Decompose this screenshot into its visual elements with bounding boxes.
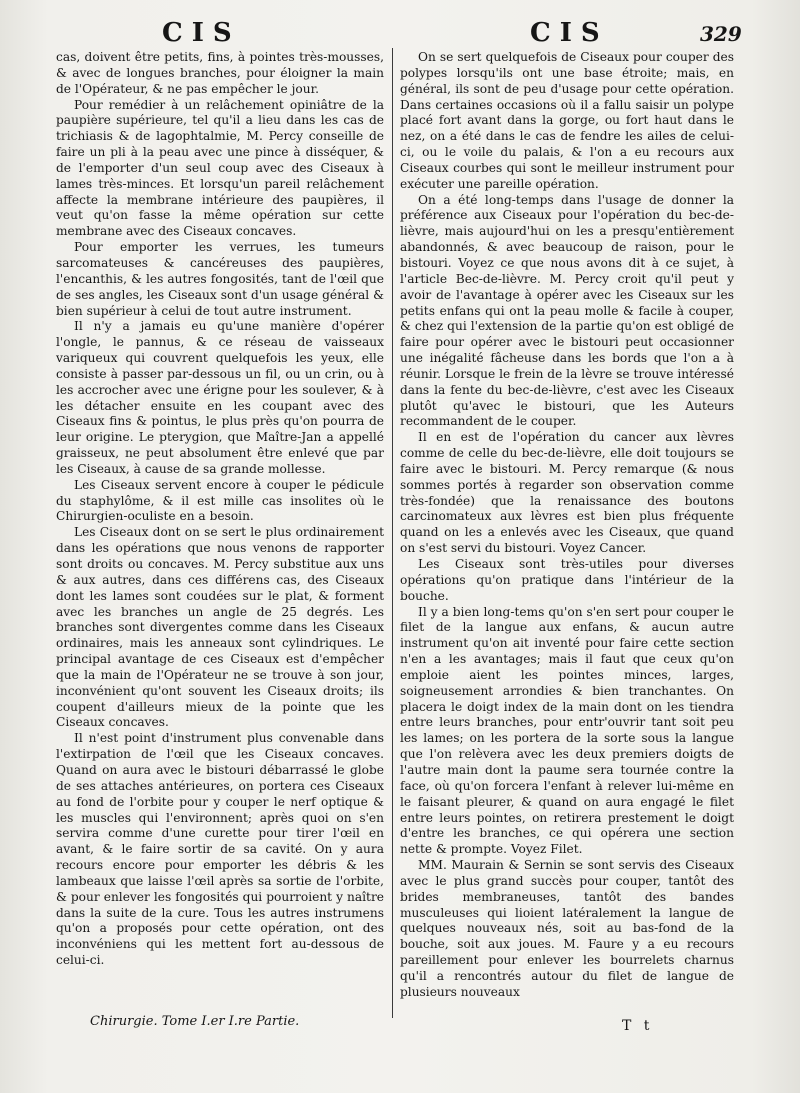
left-column xyxy=(56,50,384,969)
running-head xyxy=(0,18,800,48)
paragraph: Il y a bien long-tems qu'on s'en sert pour couper le filet de la langue aux enfans, & aucun autre instrument qu'on ait inventé pour faire cette section n'en a les avantages; mais il faut que ceux qu'on emploie aient les pointes minces, larges, soigneusement arrondies & bien tranchantes. On placera le doigt index de la main dont on les tiendra entre leurs branches, pour entr'ouvrir tant soit peu les lames; on les portera de la sorte sous la langue que l'on relèvera avec les deux premiers doigts de l'autre main dont la paume sera tournée contre la face, où qu'on forcera l'enfant à relever lui-même en le faisant pleurer, & quand on aura engagé le filet entre leurs pointes, on retirera prestement le doigt d'entre les branches, ce qui opérera une section nette & prompte. Voyez Filet. xyxy=(400,604,734,857)
page-number: 329 xyxy=(700,22,742,46)
catchword: T t xyxy=(622,1018,654,1034)
paragraph: Pour emporter les verrues, les tumeurs sarcomateuses & cancéreuses des paupières, l'encanthis, & les autres fongosités, tant de l'œil que de ses angles, les Ciseaux sont d'un usage général & bien supérieur à celui de tout autre instrument. xyxy=(56,240,384,318)
paragraph: Les Ciseaux servent encore à couper le pédicule du staphylôme, & il est mille cas insolites où le Chirurgien-oculiste en a besoin. xyxy=(56,477,384,524)
paragraph: Pour remédier à un relâchement opiniâtre de la paupière supérieure, tel qu'il a lieu dans les cas de trichiasis & de lagophtalmie, M. Percy conseille de faire un pli à la peau avec une pince à disséquer, & de l'emporter d'un seul coup avec des Ciseaux à lames très-minces. Et lorsqu'un pareil relâchement affecte la membrane intérieure des paupières, il veut qu'on fasse la même opération sur cette membrane avec des Ciseaux concaves. xyxy=(56,97,384,239)
right-column xyxy=(400,50,734,1001)
paragraph: On a été long-temps dans l'usage de donner la préférence aux Ciseaux pour l'opération du bec-de-lièvre, mais aujourd'hui on les a presqu'entièrement abandonnés, & avec beaucoup de raison, pour le bistouri. Voyez ce que nous avons dit à ce sujet, à l'article Bec-de-lièvre. M. Percy croit qu'il peut y avoir de l'avantage à opérer avec les Ciseaux sur les petits enfans qui ont la peau molle & facile à couper, & chez qui l'extension de la partie qu'on est obligé de faire pour opérer avec le bistouri peut occasionner une inégalité fâcheuse dans les bords que l'on a à réunir. Lorsque le frein de la lèvre se trouve intéressé dans la fente du bec-de-lièvre, c'est avec les Ciseaux plutôt qu'avec le bistouri, que les Auteurs recommandent de le couper. xyxy=(400,192,734,429)
column-divider xyxy=(392,48,393,1018)
header-left-title: CIS xyxy=(162,18,241,48)
paragraph: cas, doivent être petits, fins, à pointes très-mousses, & avec de longues branches, pour éloigner la main de l'Opérateur, & ne pas empêcher le jour. xyxy=(56,50,384,96)
paragraph: Il n'y a jamais eu qu'une manière d'opérer l'ongle, le pannus, & ce réseau de vaisseaux variqueux qui couvrent quelquefois les yeux, elle consiste à passer par-dessous un fil, ou un crin, ou à les accrocher avec une érigne pour les soulever, & à les détacher ensuite en les coupant avec des Ciseaux fins & pointus, le plus près qu'on pourra de leur origine. Le pterygion, que Maître-Jan a appellé graisseux, ne peut absolument être enlevé que par les Ciseaux, à cause de sa grande mollesse. xyxy=(56,319,384,476)
paragraph: On se sert quelquefois de Ciseaux pour couper des polypes lorsqu'ils ont une base étroite; mais, en général, ils sont de peu d'usage pour cette opération. Dans certaines occasions où il a fallu saisir un polype placé fort avant dans la gorge, ou fort haut dans le nez, on a été dans le cas de fendre les ailes de celui-ci, ou le voile du palais, & l'on a eu recours aux Ciseaux courbes qui sont le meilleur instrument pour exécuter une pareille opération. xyxy=(400,50,734,191)
paragraph: Il n'est point d'instrument plus convenable dans l'extirpation de l'œil que les Ciseaux concaves. Quand on aura avec le bistouri débarrassé le globe de ses attaches antérieures, on portera ces Ciseaux au fond de l'orbite pour y couper le nerf optique & les muscles qui l'environnent; après quoi on s'en servira comme d'une curette pour tirer l'œil en avant, & le faire sortir de sa cavité. On y aura recours encore pour emporter les débris & les lambeaux que laisse l'œil après sa sortie de l'orbite, & pour enlever les fongosités qui pourroient y naître dans la suite de la cure. Tous les autres instrumens qu'on a proposés pour cette opération, ont des inconvéniens qui les mettent fort au-dessous de celui-ci. xyxy=(56,731,384,968)
header-right-title: CIS xyxy=(530,18,609,48)
paragraph: Les Ciseaux dont on se sert le plus ordinairement dans les opérations que nous venons de rapporter sont droits ou concaves. M. Percy substitue aux uns & aux autres, dans ces différens cas, des Ciseaux dont les lames sont coudées sur le plat, & forment avec les branches un angle de 25 degrés. Les branches sont divergentes comme dans les Ciseaux ordinaires, mais les anneaux sont cylindriques. Le principal avantage de ces Ciseaux est d'empêcher que la main de l'Opérateur ne se trouve à son jour, inconvénient qu'ont souvent les Ciseaux droits; ils coupent d'ailleurs mieux de la pointe que les Ciseaux concaves. xyxy=(56,525,384,730)
paragraph: MM. Maurain & Sernin se sont servis des Ciseaux avec le plus grand succès pour couper, tantôt des brides membraneuses, tantôt des bandes musculeuses qui lioient latéralement la langue de quelques nouveaux nés, soit au bas-fond de la bouche, soit aux joues. M. Faure y a eu recours pareillement pour enlever les bourrelets charnus qu'il a rencontrés autour du filet de langue de plusieurs nouveaux xyxy=(400,858,734,999)
signature-mark: Chirurgie. Tome I.er I.re Partie. xyxy=(90,1014,300,1029)
paragraph: Il en est de l'opération du cancer aux lèvres comme de celle du bec-de-lièvre, elle doit toujours se faire avec le bistouri. M. Percy remarque (& nous sommes portés à regarder son observation comme très-fondée) que la renaissance des boutons carcinomateux aux lèvres est bien plus fréquente quand on les a enlevés avec les Ciseaux, que quand on s'est servi du bistouri. Voyez Cancer. xyxy=(400,430,734,556)
paragraph: Les Ciseaux sont très-utiles pour diverses opérations qu'on pratique dans l'intérieur de la bouche. xyxy=(400,557,734,603)
